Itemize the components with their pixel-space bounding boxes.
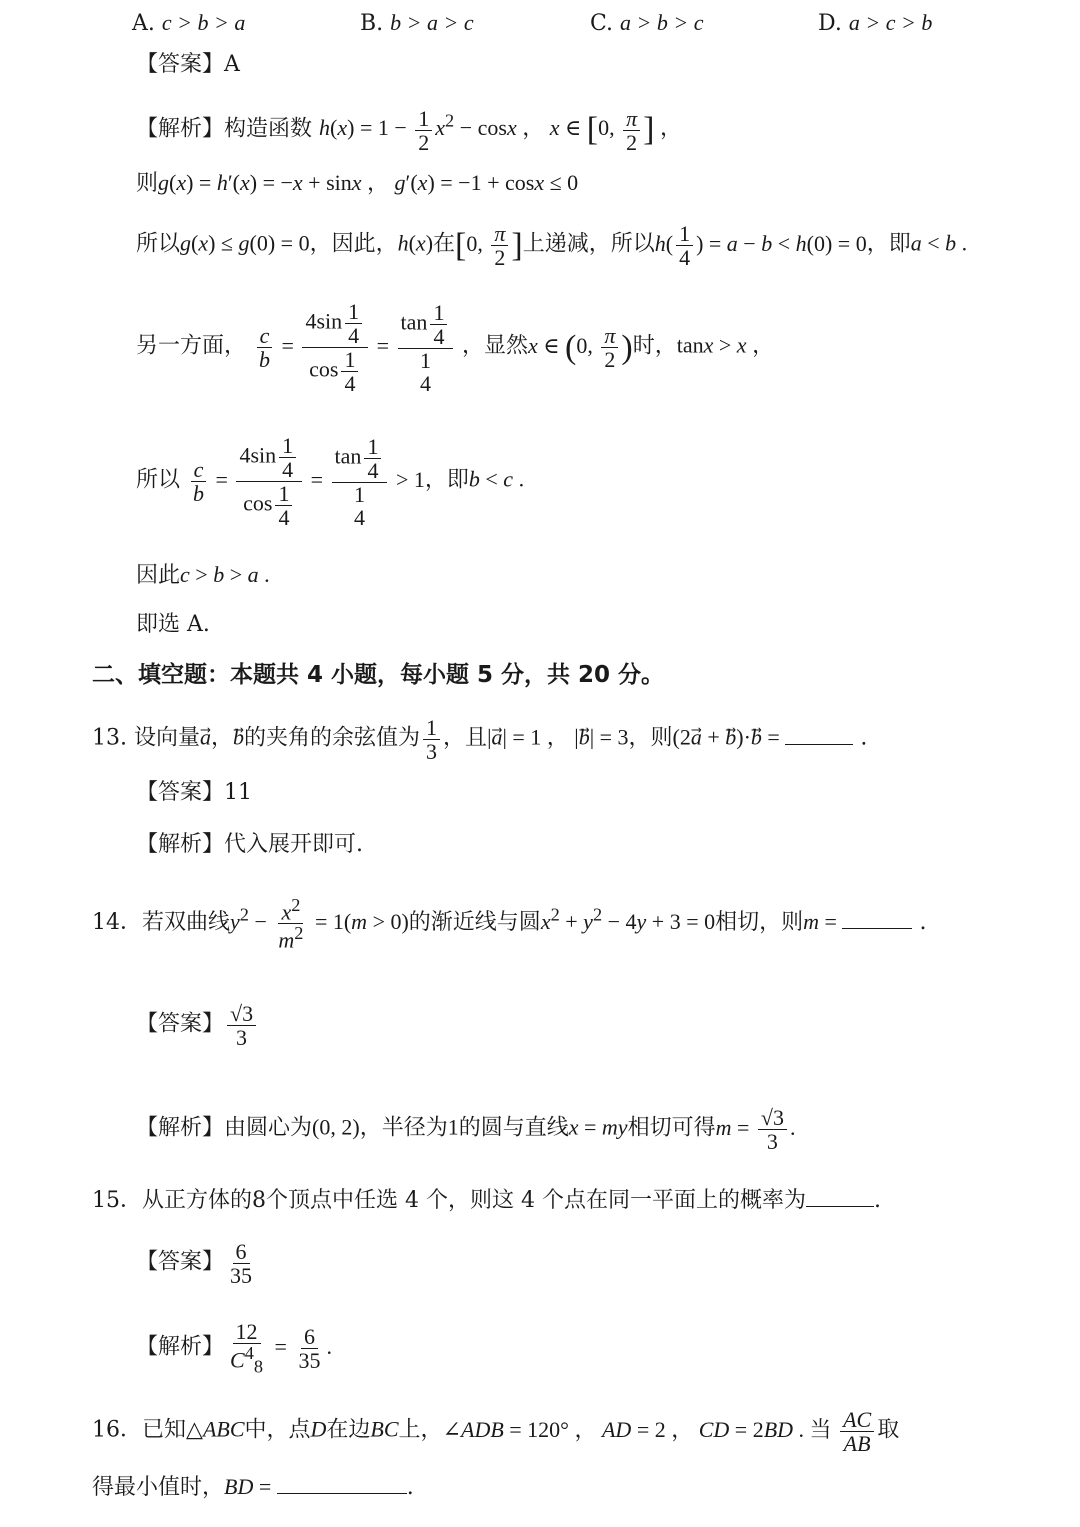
- option-b: B. b > a > c: [360, 10, 474, 36]
- q12-analysis-line5: 所以 $\frac{c}{b}$ = 4sin $\frac{1}{4}$ cos $\frac{1}{4}$ = tan $\frac{1}{4}$ 1 4 > 1，即b < c .: [136, 433, 525, 531]
- q12-analysis-line1: 【解析】构造函数 h(x) = 1 − $\frac{1}{2}$ $x^2 - \cos x$ ， x ∈ [0, $\frac{\pi}{2}$ ] ，: [136, 105, 682, 155]
- q13-stem: 13. 设向量a，b的夹角的余弦值为 $\frac{1}{3}$ ，且|a⃗| = 1 ， |b⃗| = 3，则(2a⃗ + b⃗)·b⃗ = .: [92, 715, 868, 765]
- q12-analysis-line3: 所以g(x) ≤ g(0) = 0，因此，h(x)在[0, $\frac{\pi}{2}$ ]上递减，所以h( $\frac{1}{4}$ ) = a − b < h(0) = 0，即a < b .: [136, 221, 968, 271]
- q15-answer: 【答案】 $\frac{6}{35}$: [136, 1239, 253, 1289]
- q15-stem: 15．从正方体的8个顶点中任选 4 个，则这 4 个点在同一平面上的概率为 .: [92, 1188, 881, 1213]
- q12-analysis-line7: 即选 A.: [136, 612, 210, 637]
- q13-analysis: 【解析】代入展开即可.: [136, 832, 364, 857]
- q12-analysis-line2: 则g(x) = h′(x) = −x + sinx ， g′(x) = −1 + cosx ≤ 0: [136, 170, 579, 196]
- q14-stem: 14．若双曲线$y^2$ − $\frac{x^2}{m^2}$ = 1(m > 0)的渐近线与圆$x^2 + y^2 - 4y + 3 = 0$相切，则m = .: [92, 895, 927, 953]
- q12-analysis-line6: 因此c > b > a .: [136, 562, 270, 588]
- q14-answer: 【答案】 $\frac{√3}{3}$: [136, 1002, 259, 1049]
- q13-blank: [785, 744, 853, 745]
- q12-answer: 【答案】A: [136, 52, 240, 77]
- q14-blank: [842, 928, 912, 929]
- q16-stem-line2: 得最小值时，BD = .: [92, 1474, 414, 1500]
- q15-analysis: 【解析】 $\frac{12}{C^4_8}$ = $\frac{6}{35}$ .: [136, 1319, 332, 1377]
- q14-analysis: 【解析】由圆心为(0, 2)，半径为1的圆与直线x = my相切可得m = $\frac{√3}{3}$ .: [136, 1105, 796, 1155]
- q16-stem: 16．已知△ABC中，点D在边BC上，∠ADB = 120° ， AD = 2 ， CD = 2BD . 当 $\frac{AC}{AB}$ 取: [92, 1407, 900, 1457]
- section-title: 二、填空题：本题共 4 小题，每小题 5 分，共 20 分。: [92, 662, 665, 688]
- option-a: A. c > b > a: [132, 10, 246, 36]
- q15-blank: [806, 1206, 874, 1207]
- q16-blank: [277, 1493, 407, 1494]
- q12-analysis-line4: 另一方面， $\frac{c}{b}$ = 4sin $\frac{1}{4}$ cos $\frac{1}{4}$ = tan $\frac{1}{4}$ 1 4 ，显然x ∈ (0, $\frac{\pi}{2}$ )时，tanx > x ，: [136, 299, 775, 397]
- option-c: C. a > b > c: [590, 10, 704, 36]
- q13-answer: 【答案】11: [136, 780, 253, 805]
- option-d: D. a > c > b: [818, 10, 933, 36]
